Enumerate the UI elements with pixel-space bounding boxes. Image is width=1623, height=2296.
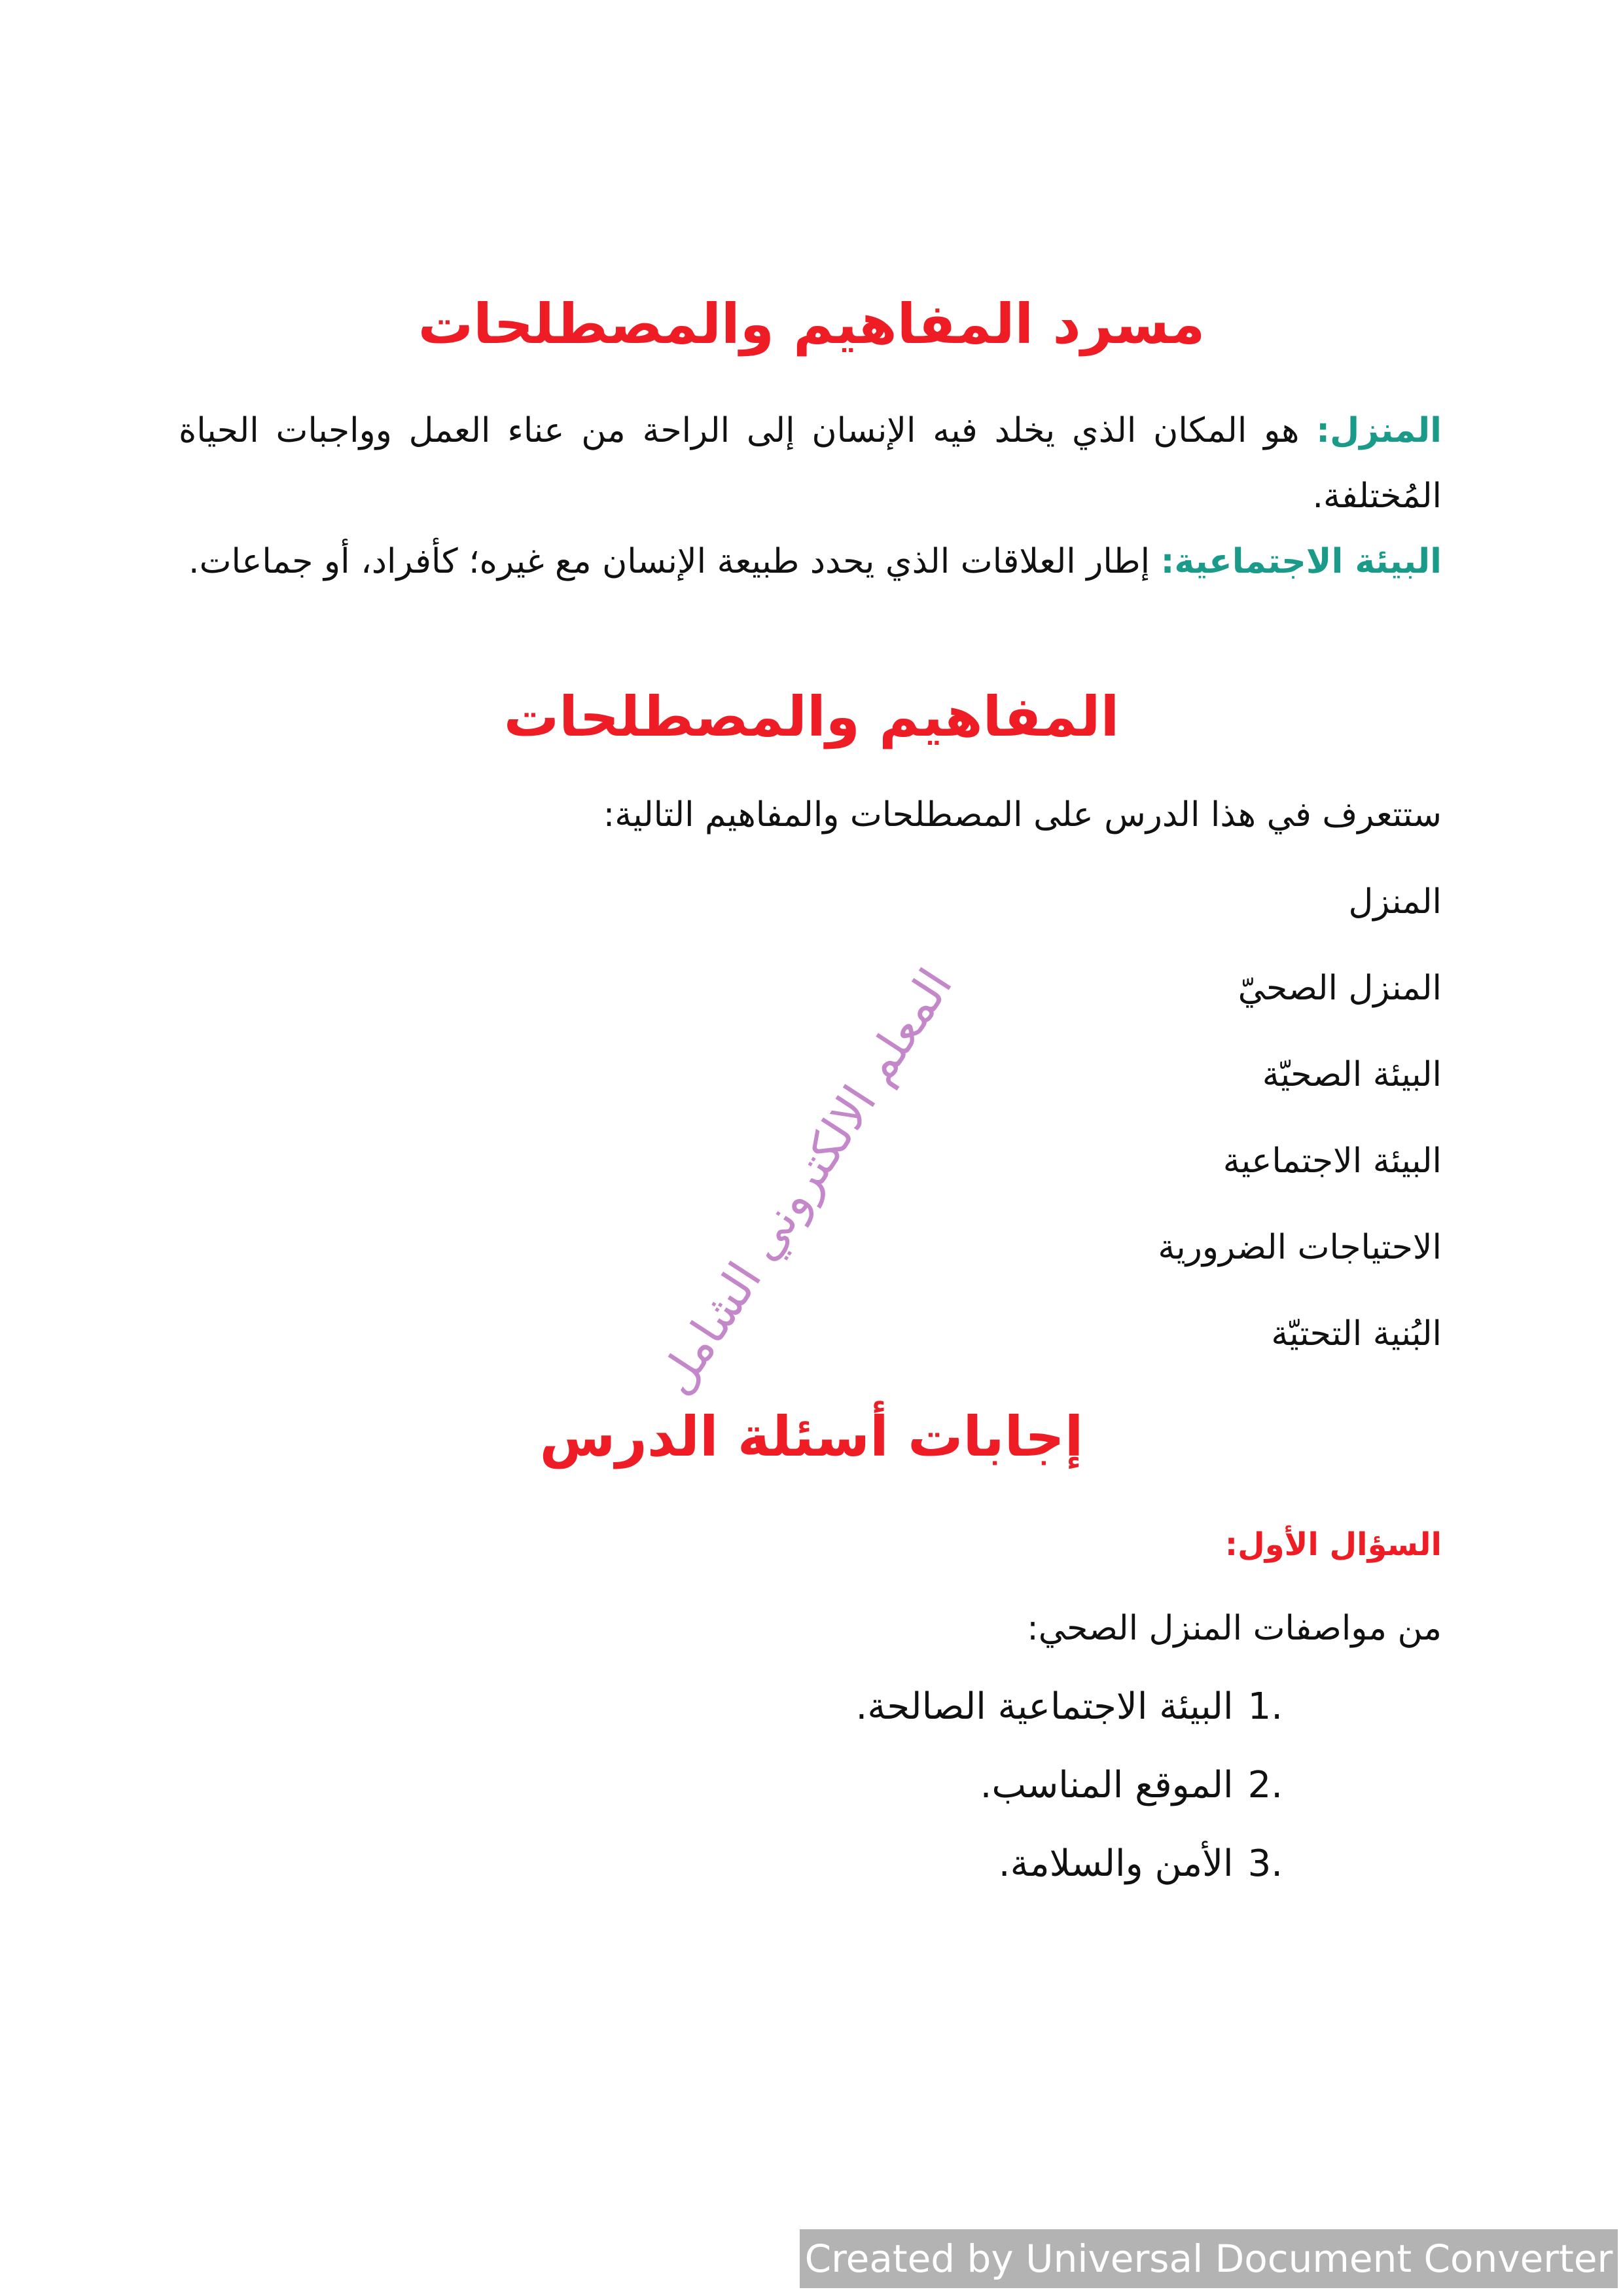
footer-banner: Created by Universal Document Converter — [800, 2229, 1618, 2288]
answer-number: 1. — [1247, 1685, 1283, 1728]
question-intro: من مواصفات المنزل الصحي: — [1027, 1609, 1442, 1648]
concepts-intro: ستتعرف في هذا الدرس على المصطلحات والمفاهيم التالية: — [603, 795, 1442, 834]
answer-text: البيئة الاجتماعية الصالحة. — [855, 1685, 1234, 1728]
concept-item: البيئة الصحيّة — [1262, 1055, 1442, 1094]
glossary-definition: هو المكان الذي يخلد فيه الإنسان إلى الراحة من عناء العمل وواجبات الحياة المُختلفة. — [179, 411, 1442, 516]
concept-item: البيئة الاجتماعية — [1222, 1141, 1442, 1181]
concept-item: الاحتياجات الضرورية — [1158, 1228, 1442, 1267]
question-label: السؤال الأول: — [1224, 1526, 1442, 1563]
glossary-term: المنزل: — [1316, 411, 1442, 450]
answers-heading: إجابات أسئلة الدرس — [539, 1405, 1084, 1469]
glossary-entry-social-environment — [179, 529, 1442, 594]
glossary-term: البيئة الاجتماعية: — [1160, 542, 1442, 581]
answer-list — [856, 1681, 1283, 1916]
glossary-definition: إطار العلاقات الذي يحدد طبيعة الإنسان مع غيره؛ كأفراد، أو جماعات. — [188, 542, 1150, 581]
answer-text: الموقع المناسب. — [980, 1764, 1234, 1806]
answer-number: 3. — [1247, 1842, 1283, 1885]
answer-item — [856, 1838, 1283, 1916]
watermark: المعلم الالكتروني الشامل — [647, 959, 963, 1404]
concept-item: المنزل — [1348, 882, 1442, 922]
answer-item — [856, 1681, 1283, 1759]
answer-number: 2. — [1247, 1764, 1283, 1806]
glossary-entry-home — [179, 398, 1442, 529]
glossary-heading: مسرد المفاهيم والمصطلحات — [418, 292, 1205, 356]
concepts-heading: المفاهيم والمصطلحات — [503, 685, 1120, 749]
answer-item — [856, 1759, 1283, 1838]
answer-text: الأمن والسلامة. — [998, 1842, 1234, 1885]
concept-item: البُنية التحتيّة — [1271, 1314, 1442, 1354]
concept-item: المنزل الصحيّ — [1238, 969, 1442, 1008]
